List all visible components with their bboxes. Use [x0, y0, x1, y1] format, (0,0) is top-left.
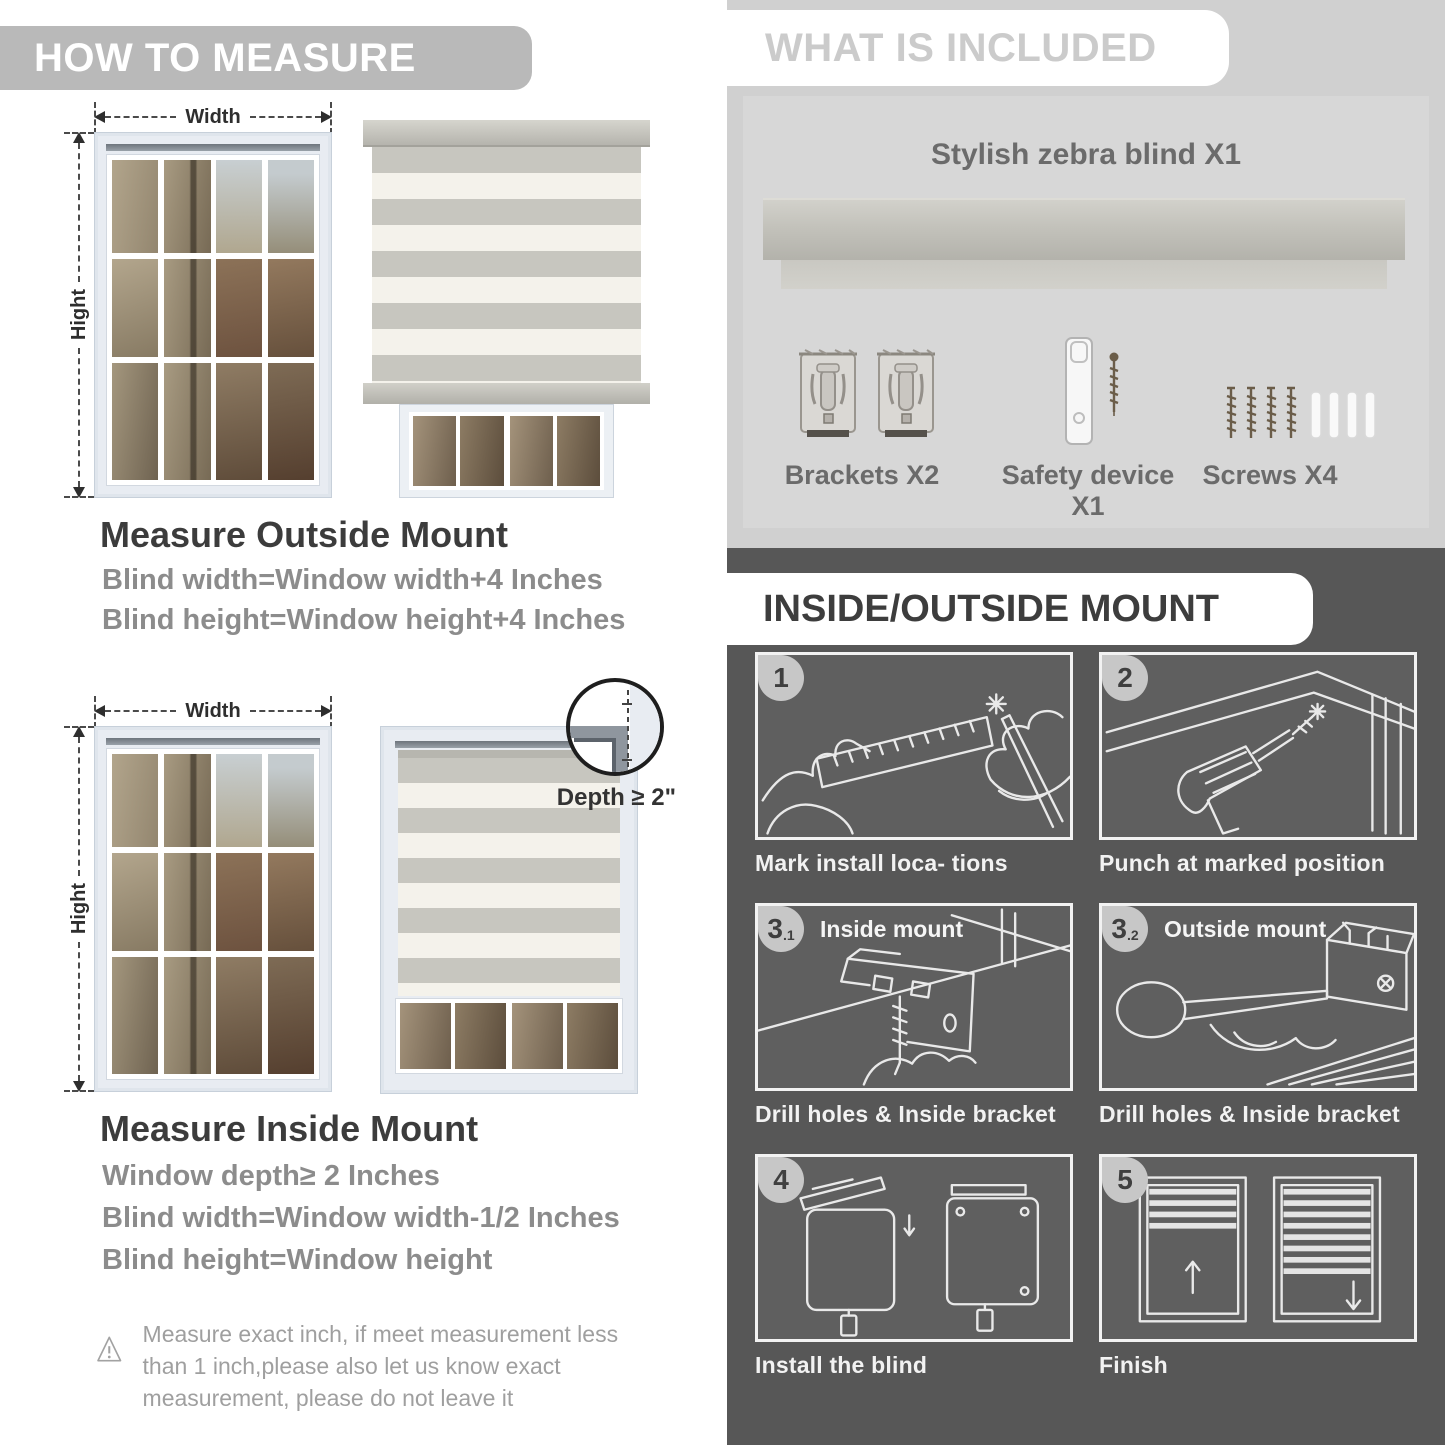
- blind-headrail-image: [763, 198, 1405, 260]
- inside-height-formula: Blind height=Window height: [102, 1244, 493, 1276]
- inside-mount-blind-figure: [380, 726, 676, 1094]
- depth-magnifier-icon: [566, 678, 664, 776]
- mount-title: INSIDE/OUTSIDE MOUNT: [763, 587, 1220, 630]
- step-5-badge: 5: [1102, 1157, 1148, 1203]
- blind-headrail: [363, 120, 650, 147]
- install-blind-illustration: [758, 1157, 1070, 1339]
- screws-label: Screws X4: [1202, 460, 1338, 490]
- step-4-panel: [755, 1154, 1073, 1342]
- arrow-left-icon: [94, 705, 105, 717]
- height-arrow: [68, 726, 90, 1092]
- step-4-badge: 4: [758, 1157, 804, 1203]
- step-4: [755, 1154, 1073, 1379]
- step-3-2-title: Outside mount: [1164, 916, 1327, 942]
- inside-depth-rule: Window depth≥ 2 Inches: [102, 1160, 440, 1192]
- what-is-included-title: WHAT IS INCLUDED: [765, 25, 1157, 70]
- height-label: Hight: [67, 289, 90, 341]
- inside-mount-title: Measure Inside Mount: [100, 1108, 479, 1149]
- width-arrow: [94, 700, 332, 722]
- mark-location-illustration: [758, 655, 1070, 837]
- window-photo: [94, 132, 332, 498]
- inside-width-formula: Blind width=Window width-1/2 Inches: [102, 1202, 620, 1234]
- arrow-left-icon: [94, 111, 105, 123]
- steps-grid: [755, 652, 1417, 1379]
- mount-header: [727, 573, 1313, 645]
- step-3-1-badge: 3 .1: [758, 906, 804, 952]
- width-label: Width: [185, 699, 241, 722]
- outside-mount-blind-figure: [363, 120, 650, 498]
- step-3-2: [1099, 903, 1417, 1128]
- arrow-down-icon: [73, 487, 85, 498]
- inside-mount-window-figure: [68, 700, 332, 1094]
- step-5: [1099, 1154, 1417, 1379]
- width-label: Width: [185, 105, 241, 128]
- safety-device-label: Safety device X1: [1001, 460, 1175, 521]
- how-to-measure-title: HOW TO MEASURE: [34, 35, 416, 80]
- outside-mount-window-figure: [68, 106, 332, 500]
- screws-and-anchors-icon: [1219, 384, 1379, 446]
- zebra-stripes: [372, 147, 641, 383]
- warning-icon: [96, 1310, 123, 1388]
- window-below-blind: [399, 404, 614, 498]
- width-arrow: [94, 106, 332, 128]
- brackets-label: Brackets X2: [784, 460, 940, 490]
- step-2: [1099, 652, 1417, 877]
- warning-text: Measure exact inch, if meet measurement less than 1 inch,please also let us know exact measurement, please do not leave it: [142, 1321, 619, 1411]
- blind-bottom-rail: [363, 383, 650, 404]
- outside-height-formula: Blind height=Window height+4 Inches: [102, 604, 626, 636]
- bracket-icon: [875, 348, 937, 442]
- arrow-right-icon: [321, 111, 332, 123]
- what-is-included-section: [727, 0, 1445, 548]
- window-below-blind: [395, 998, 623, 1074]
- drill-illustration: [1102, 655, 1414, 837]
- screw-icon: [1107, 352, 1121, 418]
- step-1-caption: Mark install loca- tions: [755, 850, 1008, 876]
- blind-quantity-label: Stylish zebra blind X1: [930, 138, 1242, 171]
- blind-bottom-rail-image: [781, 260, 1387, 289]
- step-3-2-panel: [1099, 903, 1417, 1091]
- bracket-icon: [797, 348, 859, 442]
- step-3-1-title: Inside mount: [820, 916, 964, 942]
- step-3-1-caption: Drill holes & Inside bracket: [755, 1101, 1056, 1127]
- window-top-shadow: [106, 738, 320, 745]
- arrow-right-icon: [321, 705, 332, 717]
- outside-width-formula: Blind width=Window width+4 Inches: [102, 564, 603, 596]
- height-label: Hight: [67, 883, 90, 935]
- outside-mount-title: Measure Outside Mount: [100, 514, 509, 555]
- step-1: [755, 652, 1073, 877]
- depth-callout-label: Depth ≥ 2": [556, 784, 676, 811]
- arrow-up-icon: [73, 132, 85, 143]
- step-3-1: [755, 903, 1073, 1128]
- measure-warning: [96, 1310, 656, 1414]
- window-top-shadow: [106, 144, 320, 151]
- arrow-down-icon: [73, 1081, 85, 1092]
- safety-device-icon: [1063, 336, 1095, 448]
- window-photo: [94, 726, 332, 1092]
- step-2-badge: 2: [1102, 655, 1148, 701]
- step-1-badge: 1: [758, 655, 804, 701]
- mount-instructions-section: [727, 548, 1445, 1445]
- what-is-included-header: [727, 10, 1229, 86]
- step-3-1-panel: [755, 903, 1073, 1091]
- window-frame: [380, 726, 638, 1094]
- arrow-up-icon: [73, 726, 85, 737]
- step-4-caption: Install the blind: [755, 1352, 928, 1378]
- how-to-measure-header: [0, 26, 532, 90]
- height-arrow: [68, 132, 90, 498]
- step-1-panel: [755, 652, 1073, 840]
- step-5-panel: [1099, 1154, 1417, 1342]
- step-5-caption: Finish: [1099, 1352, 1168, 1378]
- finish-illustration: [1102, 1157, 1414, 1339]
- step-3-2-badge: 3 .2: [1102, 906, 1148, 952]
- step-3-2-caption: Drill holes & Inside bracket: [1099, 1101, 1400, 1127]
- step-2-caption: Punch at marked position: [1099, 850, 1385, 876]
- step-2-panel: [1099, 652, 1417, 840]
